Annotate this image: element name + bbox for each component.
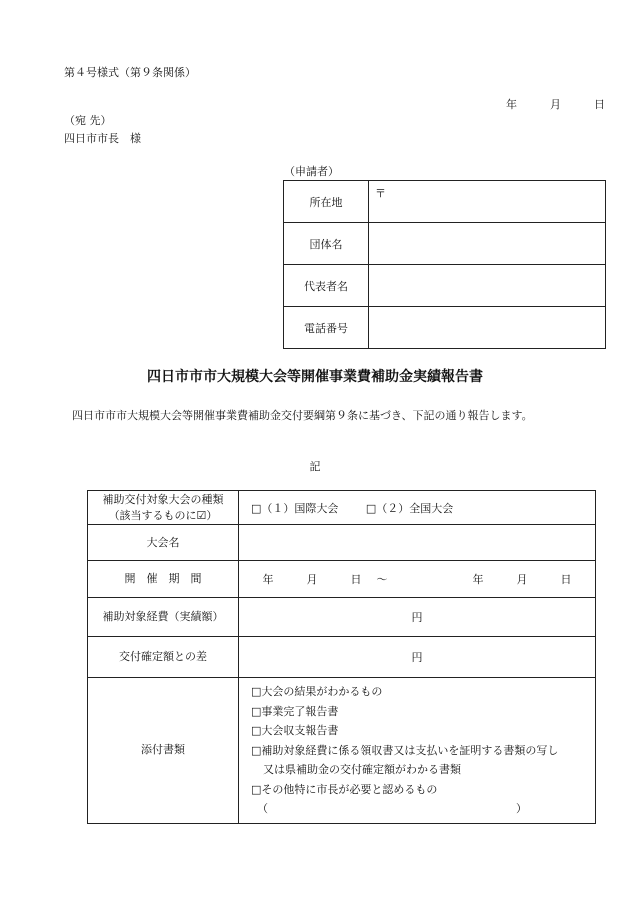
event-type-options	[239, 491, 596, 525]
event-type-label-line1: 補助交付対象大会の種類	[102, 492, 224, 506]
date-line	[506, 96, 605, 112]
applicant-row-phone	[284, 307, 606, 349]
organization-label: 団体名	[284, 223, 369, 265]
period-tilde: ～	[376, 573, 388, 586]
period-field[interactable]	[239, 561, 596, 598]
period-label: 開 催 期 間	[88, 561, 239, 598]
applicant-row-organization	[284, 223, 606, 265]
difference-label: 交付確定額との差	[88, 637, 239, 678]
event-name-row	[88, 525, 596, 561]
attachment-item-results[interactable]: □大会の結果がわかるもの	[251, 685, 383, 698]
start-year: 年	[262, 573, 274, 586]
addressee-label: （宛 先）	[64, 114, 112, 127]
date-day: 日	[594, 98, 605, 111]
option-international-checkbox[interactable]: □（１）国際大会	[251, 501, 339, 515]
other-detail-field[interactable]	[251, 799, 527, 819]
expenses-label: 補助対象経費（実績額）	[88, 598, 239, 637]
expenses-row	[88, 598, 596, 637]
ki-heading: 記	[309, 460, 321, 473]
applicant-table	[283, 180, 606, 349]
address-field[interactable]: 〒	[369, 181, 606, 223]
event-type-label	[88, 491, 239, 525]
phone-field[interactable]	[369, 307, 606, 349]
representative-field[interactable]	[369, 265, 606, 307]
end-month: 月	[516, 573, 528, 586]
event-type-label-line2: （該当するものに☑）	[108, 508, 218, 522]
applicant-section-label: （申請者）	[284, 165, 339, 178]
paren-open: （	[257, 802, 268, 815]
intro-text: 四日市市市大規模大会等開催事業費補助金交付要綱第９条に基づき、下記の通り報告します。	[72, 409, 533, 422]
date-month: 月	[550, 98, 561, 111]
end-day: 日	[560, 573, 572, 586]
paren-close: ）	[516, 802, 527, 815]
organization-field[interactable]	[369, 223, 606, 265]
difference-row	[88, 637, 596, 678]
address-label: 所在地	[284, 181, 369, 223]
attachments-label: 添付書類	[88, 678, 239, 824]
addressee: 四日市市長 様	[64, 132, 141, 145]
expenses-unit: 円	[411, 611, 423, 624]
difference-unit: 円	[411, 651, 423, 664]
date-year: 年	[506, 98, 517, 111]
phone-label: 電話番号	[284, 307, 369, 349]
attachment-item-balance-report[interactable]: □大会収支報告書	[251, 724, 339, 737]
report-table	[87, 490, 596, 824]
attachments-list	[239, 678, 596, 824]
attachment-item-receipts[interactable]: □補助対象経費に係る領収書又は支払いを証明する書類の写し	[251, 743, 559, 757]
expenses-field[interactable]	[239, 598, 596, 637]
attachment-item-other[interactable]: □その他特に市長が必要と認めるもの	[251, 782, 438, 796]
representative-label: 代表者名	[284, 265, 369, 307]
event-name-label: 大会名	[88, 525, 239, 561]
period-row	[88, 561, 596, 598]
form-number: 第４号様式（第９条関係）	[64, 66, 196, 79]
end-year: 年	[472, 573, 484, 586]
document-title: 四日市市市大規模大会等開催事業費補助金実績報告書	[147, 369, 483, 385]
start-month: 月	[306, 573, 318, 586]
difference-field[interactable]	[239, 637, 596, 678]
option-national-checkbox[interactable]: □（２）全国大会	[365, 501, 454, 515]
attachment-item-completion-report[interactable]: □事業完了報告書	[251, 704, 339, 718]
applicant-row-representative	[284, 265, 606, 307]
attachment-item-receipts-cont: 又は県補助金の交付確定額がわかる書類	[263, 763, 461, 776]
attachments-row	[88, 678, 596, 824]
applicant-row-address	[284, 181, 606, 223]
event-type-row	[88, 491, 596, 525]
event-name-field[interactable]	[239, 525, 596, 561]
start-day: 日	[350, 573, 362, 586]
